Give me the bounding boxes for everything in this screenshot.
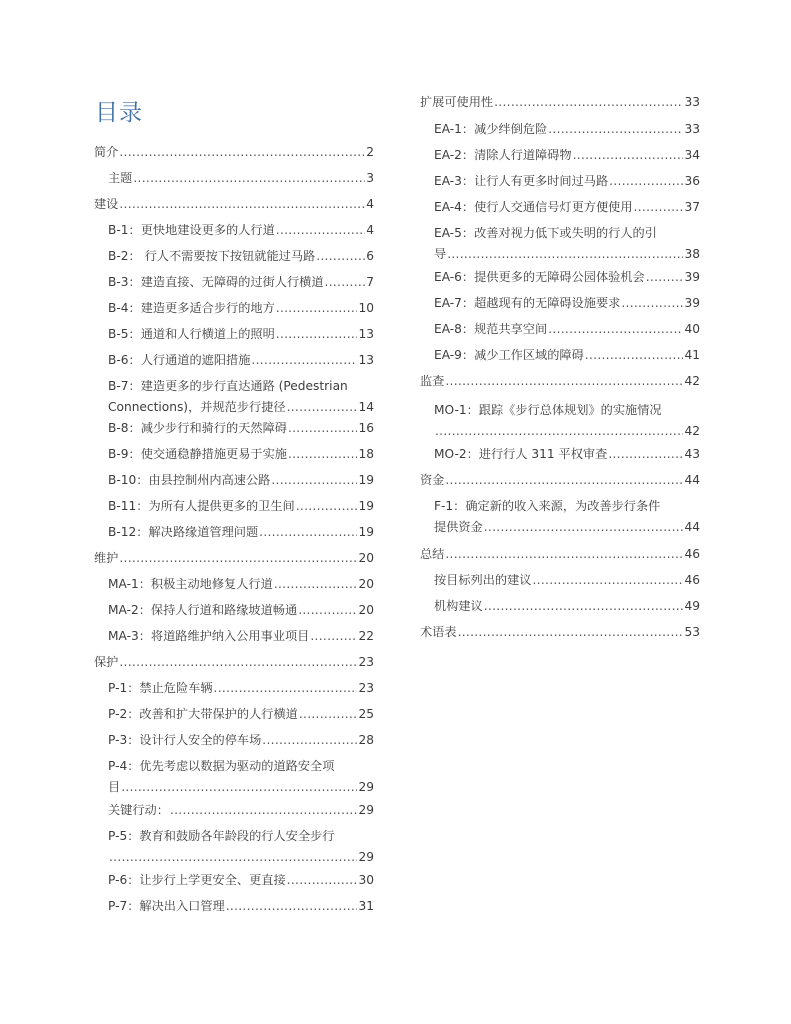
toc-leader-dots <box>262 730 357 751</box>
toc-page-number: 40 <box>684 322 700 336</box>
toc-page-number: 23 <box>358 681 374 695</box>
toc-page-number: 19 <box>358 499 374 513</box>
toc-page-number: 53 <box>684 625 700 639</box>
toc-entry-title: 提供资金 <box>434 520 483 534</box>
toc-leader-dots <box>119 548 357 569</box>
toc-entry[interactable] <box>108 826 374 868</box>
toc-leader-dots <box>298 600 357 621</box>
toc-entry[interactable] <box>420 470 700 491</box>
toc-page-number: 7 <box>366 275 374 289</box>
toc-entry-title: P-2：改善和扩大带保护的人行横道 <box>108 707 298 721</box>
toc-entry[interactable] <box>108 800 374 821</box>
toc-entry-title: B-10：由县控制州内高速公路 <box>108 473 271 487</box>
toc-entry[interactable] <box>108 418 374 439</box>
toc-entry-title: 扩展可使用性 <box>420 95 494 109</box>
toc-page-number: 29 <box>358 803 374 817</box>
toc-leader-dots <box>133 168 365 189</box>
toc-leader-dots <box>214 678 358 699</box>
toc-entry-title: EA-3：让行人有更多时间过马路 <box>434 174 609 188</box>
toc-entry-title: 监查 <box>420 374 445 388</box>
toc-entry[interactable] <box>108 246 374 267</box>
toc-entry-title: EA-4：使行人交通信号灯更方便使用 <box>434 200 633 214</box>
toc-entry-title: 按目标列出的建议 <box>434 573 532 587</box>
toc-leader-dots <box>287 870 358 891</box>
toc-page-number: 39 <box>684 296 700 310</box>
toc-leader-dots <box>299 704 358 725</box>
toc-entry[interactable] <box>434 171 700 192</box>
toc-leader-dots <box>484 596 684 617</box>
toc-leader-dots <box>259 522 357 543</box>
toc-leader-dots <box>287 397 358 418</box>
toc-leader-dots <box>288 444 358 465</box>
toc-leader-dots <box>445 371 683 392</box>
toc-entry[interactable] <box>434 444 700 465</box>
toc-page-number: 13 <box>358 353 374 367</box>
toc-page-number: 6 <box>366 249 374 263</box>
toc-page-number: 49 <box>684 599 700 613</box>
toc-entry-title: EA-9：减少工作区域的障碍 <box>434 348 584 362</box>
toc-leader-dots <box>458 622 684 643</box>
toc-page-number: 34 <box>684 148 700 162</box>
page-title: 目录 <box>95 100 143 126</box>
toc-leader-dots <box>634 197 684 218</box>
toc-page-number: 29 <box>358 780 374 794</box>
toc-page-number: 18 <box>358 447 374 461</box>
toc-page-number: 30 <box>358 873 374 887</box>
toc-leader-dots <box>274 574 358 595</box>
toc-entry[interactable] <box>108 220 374 241</box>
toc-leader-dots <box>533 570 684 591</box>
toc-entry[interactable] <box>420 622 700 643</box>
toc-leader-dots <box>119 194 365 215</box>
toc-page-number: 13 <box>358 327 374 341</box>
toc-entry[interactable] <box>434 596 700 617</box>
toc-entry[interactable] <box>420 371 700 392</box>
toc-leader-dots <box>310 626 357 647</box>
toc-page-number: 33 <box>684 122 700 136</box>
toc-entry-title: 建设 <box>94 197 119 211</box>
toc-entry[interactable] <box>108 626 374 647</box>
toc-entry-title: B-2： 行人不需要按下按钮就能过马路 <box>108 249 316 263</box>
toc-page-number: 28 <box>358 733 374 747</box>
toc-page-number: 3 <box>366 171 374 185</box>
toc-leader-dots <box>276 220 365 241</box>
toc-entry[interactable] <box>108 376 374 418</box>
toc-entry-title: B-9：使交通稳静措施更易于实施 <box>108 447 287 461</box>
toc-page-number: 42 <box>684 374 700 388</box>
toc-leader-dots <box>170 800 358 821</box>
toc-entry-title: P-6：让步行上学更安全、更直接 <box>108 873 286 887</box>
toc-entry[interactable] <box>108 704 374 725</box>
toc-page-number: 22 <box>358 629 374 643</box>
toc-entry-title: EA-7：超越现有的无障碍设施要求 <box>434 296 621 310</box>
toc-entry-title: 关键行动： <box>108 803 169 817</box>
toc-entry-title-line: B-7：建造更多的步行直达通路 (Pedestrian <box>108 379 348 393</box>
toc-page-number: 4 <box>366 223 374 237</box>
toc-entry[interactable] <box>420 92 700 113</box>
toc-page-number: 16 <box>358 421 374 435</box>
toc-page-number: 42 <box>684 424 700 438</box>
toc-page-number: 44 <box>684 520 700 534</box>
toc-leader-dots <box>445 544 683 565</box>
toc-leader-dots <box>621 293 683 314</box>
toc-leader-dots <box>609 171 683 192</box>
toc-leader-dots <box>276 298 358 319</box>
toc-entry-title: 机构建议 <box>434 599 483 613</box>
toc-page-number: 23 <box>358 655 374 669</box>
toc-entry[interactable] <box>108 896 374 917</box>
toc-entry-title: B-4：建造更多适合步行的地方 <box>108 301 275 315</box>
toc-entry[interactable] <box>434 145 700 166</box>
toc-page-number: 44 <box>684 473 700 487</box>
toc-entry-title-line: P-4：优先考虑以数据为驱动的道路安全项 <box>108 759 335 773</box>
toc-entry[interactable] <box>434 319 700 340</box>
toc-page-number: 19 <box>358 473 374 487</box>
toc-page-number: 33 <box>684 95 700 109</box>
toc-entry[interactable] <box>434 197 700 218</box>
toc-page-number: 37 <box>684 200 700 214</box>
toc-entry-title: EA-8：规范共享空间 <box>434 322 548 336</box>
toc-leader-dots <box>288 418 358 439</box>
toc-page-number: 20 <box>358 577 374 591</box>
toc-entry-title: 维护 <box>94 551 119 565</box>
toc-page-number: 19 <box>358 525 374 539</box>
toc-leader-dots <box>646 267 684 288</box>
toc-entry[interactable] <box>94 652 374 673</box>
toc-entry-title: 总结 <box>420 547 445 561</box>
toc-entry-title: B-1：更快地建设更多的人行道 <box>108 223 275 237</box>
toc-entry[interactable] <box>108 496 374 517</box>
toc-page-number: 14 <box>358 400 374 414</box>
toc-entry[interactable] <box>434 119 700 140</box>
toc-entry[interactable] <box>108 870 374 891</box>
toc-entry[interactable] <box>94 142 374 163</box>
toc-entry-title: 导 <box>434 247 447 261</box>
toc-entry-title-line: EA-5：改善对视力低下或失明的行人的引 <box>434 226 657 240</box>
toc-entry[interactable] <box>108 324 374 345</box>
toc-entry-title: Connections)，并规范步行捷径 <box>108 400 286 414</box>
toc-leader-dots <box>276 324 358 345</box>
toc-page-number: 46 <box>684 573 700 587</box>
toc-entry[interactable] <box>108 272 374 293</box>
toc-entry-title: MA-3：将道路维护纳入公用事业项目 <box>108 629 310 643</box>
toc-entry[interactable] <box>434 570 700 591</box>
toc-leader-dots <box>435 421 683 442</box>
toc-page-number: 36 <box>684 174 700 188</box>
toc-entry[interactable] <box>94 194 374 215</box>
toc-page-number: 43 <box>684 447 700 461</box>
toc-page-number: 29 <box>358 850 374 864</box>
toc-leader-dots <box>445 470 683 491</box>
toc-leader-dots <box>296 496 358 517</box>
toc-page-number: 25 <box>358 707 374 721</box>
toc-entry-title: EA-1：减少绊倒危险 <box>434 122 548 136</box>
toc-entry-title: EA-6：提供更多的无障碍公园体验机会 <box>434 270 645 284</box>
toc-leader-dots <box>573 145 684 166</box>
toc-entry-title: P-1：禁止危险车辆 <box>108 681 213 695</box>
toc-entry[interactable] <box>108 168 374 189</box>
toc-entry[interactable] <box>434 345 700 366</box>
toc-entry-title: B-6：人行通道的遮阳措施 <box>108 353 251 367</box>
toc-entry[interactable] <box>108 678 374 699</box>
toc-entry-title-line: F-1：确定新的收入来源，为改善步行条件 <box>434 499 661 513</box>
toc-page-number: 2 <box>366 145 374 159</box>
toc-entry[interactable] <box>108 522 374 543</box>
toc-entry-title: P-7：解决出入口管理 <box>108 899 225 913</box>
toc-leader-dots <box>494 92 683 113</box>
toc-entry[interactable] <box>108 444 374 465</box>
toc-entry-title-line: MO-1：跟踪《步行总体规划》的实施情况 <box>434 403 662 417</box>
toc-entry[interactable] <box>108 756 374 798</box>
toc-entry-title: 保护 <box>94 655 119 669</box>
toc-page-number: 4 <box>366 197 374 211</box>
toc-entry[interactable] <box>434 400 700 442</box>
toc-entry[interactable] <box>434 496 700 538</box>
toc-entry-title: 主题 <box>108 171 133 185</box>
toc-entry[interactable] <box>434 267 700 288</box>
toc-entry-title: MA-1：积极主动地修复人行道 <box>108 577 273 591</box>
toc-leader-dots <box>447 244 683 265</box>
toc-leader-dots <box>608 444 683 465</box>
toc-entry[interactable] <box>420 544 700 565</box>
toc-entry-title: MA-2：保持人行道和路缘坡道畅通 <box>108 603 298 617</box>
toc-leader-dots <box>585 345 684 366</box>
toc-entry[interactable] <box>434 223 700 265</box>
toc-entry-title: B-12：解决路缘道管理问题 <box>108 525 259 539</box>
toc-page-number: 20 <box>358 603 374 617</box>
toc-leader-dots <box>226 896 358 917</box>
toc-entry[interactable] <box>108 730 374 751</box>
toc-leader-dots <box>484 517 684 538</box>
toc-leader-dots <box>119 142 365 163</box>
toc-entry[interactable] <box>108 350 374 371</box>
toc-entry[interactable] <box>108 470 374 491</box>
toc-entry[interactable] <box>94 548 374 569</box>
toc-leader-dots <box>119 652 357 673</box>
toc-leader-dots <box>251 350 357 371</box>
toc-page-number: 38 <box>684 247 700 261</box>
toc-leader-dots <box>548 119 683 140</box>
toc-leader-dots <box>316 246 365 267</box>
toc-entry-title: 简介 <box>94 145 119 159</box>
toc-leader-dots <box>271 470 357 491</box>
toc-page-number: 39 <box>684 270 700 284</box>
toc-entry-title: 目 <box>108 780 121 794</box>
toc-page-number: 31 <box>358 899 374 913</box>
toc-entry-title: B-3：建造直接、无障碍的过街人行横道 <box>108 275 324 289</box>
toc-entry[interactable] <box>434 293 700 314</box>
toc-entry-title: B-8：减少步行和骑行的天然障碍 <box>108 421 287 435</box>
toc-entry-title: B-5：通道和人行横道上的照明 <box>108 327 275 341</box>
toc-entry[interactable] <box>108 574 374 595</box>
toc-entry-title: P-3：设计行人安全的停车场 <box>108 733 262 747</box>
toc-entry[interactable] <box>108 600 374 621</box>
toc-page-number: 10 <box>358 301 374 315</box>
toc-entry-title: 资金 <box>420 473 445 487</box>
toc-leader-dots <box>121 777 357 798</box>
toc-entry-title: MO-2：进行行人 311 平权审查 <box>434 447 608 461</box>
toc-entry-title: 术语表 <box>420 625 457 639</box>
toc-page-number: 41 <box>684 348 700 362</box>
toc-entry[interactable] <box>108 298 374 319</box>
toc-entry-title: EA-2：清除人行道障碍物 <box>434 148 572 162</box>
toc-page-number: 46 <box>684 547 700 561</box>
toc-entry-title: B-11：为所有人提供更多的卫生间 <box>108 499 295 513</box>
toc-leader-dots <box>325 272 366 293</box>
toc-leader-dots <box>109 847 357 868</box>
toc-page-number: 20 <box>358 551 374 565</box>
toc-leader-dots <box>548 319 683 340</box>
toc-entry-title-line: P-5：教育和鼓励各年龄段的行人安全步行 <box>108 829 335 843</box>
